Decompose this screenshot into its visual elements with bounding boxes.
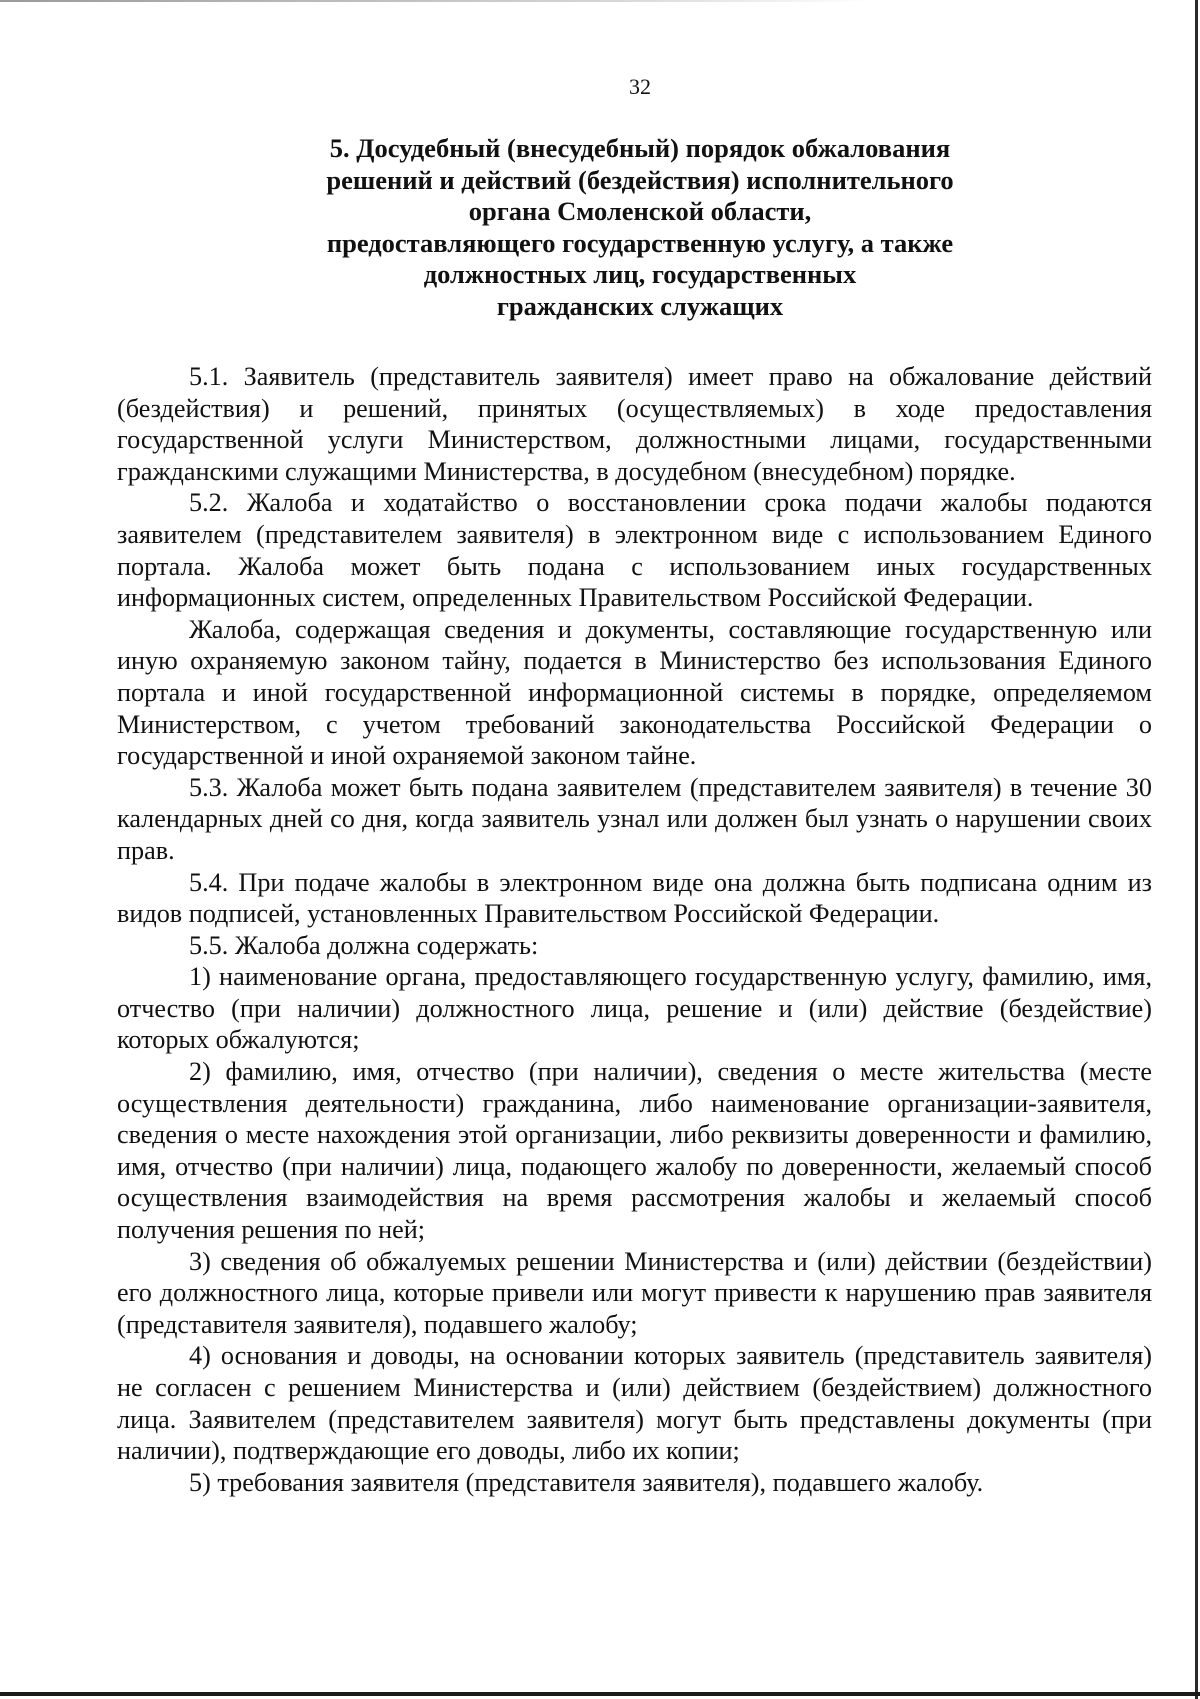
paragraph-5-2-secret: Жалоба, содержащая сведения и документы, составляющие государственную или иную охраняемую законом тайну, подается в Министерство без использования Единого портала и иной государственной информационной системы в порядке, определяемом Министерством, с учетом требований законодательства Российской Федерации о государственной и иной охраняемой законом тайне. <box>117 614 1152 771</box>
page-number: 32 <box>629 74 651 99</box>
scan-edge-bottom <box>0 1692 1200 1696</box>
heading-line: предоставляющего государственную услугу, а также <box>326 227 954 258</box>
paragraph-5-3: 5.3. Жалоба может быть подана заявителем (представителем заявителя) в течение 30 календарных дней со дня, когда заявитель узнал или должен был узнать о нарушении своих прав. <box>117 772 1152 865</box>
list-item-1: 1) наименование органа, предоставляющего государственную услугу, фамилию, имя, отчество (при наличии) должностного лица, решение и (или) действие (бездействие) которых обжалуются; <box>117 962 1152 1055</box>
heading-line: гражданских служащих <box>496 290 784 321</box>
paragraph-5-4: 5.4. При подаче жалобы в электронном виде она должна быть подписана одним из видов подписей, установленных Правительством Российской Федерации. <box>117 867 1152 929</box>
list-item-4: 4) основания и доводы, на основании которых заявитель (представитель заявителя) не согласен с решением Министерства и (или) действием (бездействием) должностного лица. Заявителем (представителем заявителя) могут быть представлены документы (при наличии), подтверждающие его доводы, либо их копии; <box>117 1341 1152 1466</box>
heading-line: должностных лиц, государственных <box>423 259 857 290</box>
scan-edge-right <box>1195 0 1198 1699</box>
document-body <box>117 361 1152 1498</box>
section-heading <box>200 133 1080 323</box>
paragraph-5-5: 5.5. Жалоба должна содержать: <box>189 930 539 960</box>
list-item-2: 2) фамилию, имя, отчество (при наличии), сведения о месте жительства (месте осуществления деятельности) гражданина, либо наименование организации-заявителя, сведения о месте нахождения этой организации, либо реквизиты доверенности и фамилию, имя, отчество (при наличии) лица, подающего жалобу по доверенности, желаемый способ осуществления взаимодействия на время рассмотрения жалобы и желаемый способ получения решения по ней; <box>117 1057 1152 1245</box>
paragraph-5-2: 5.2. Жалоба и ходатайство о восстановлении срока подачи жалобы подаются заявителем (представителем заявителя) в электронном виде с использованием Единого портала. Жалоба может быть подана с использованием иных государственных информационных систем, определенных Правительством Российской Федерации. <box>117 488 1152 613</box>
heading-line: органа Смоленской области, <box>468 196 812 227</box>
scan-edge-top <box>0 0 870 2</box>
heading-line: 5. Досудебный (внесудебный) порядок обжалования <box>329 133 951 163</box>
list-item-3: 3) сведения об обжалуемых решении Министерства и (или) действии (бездействии) его должностного лица, которые привели или могут привести к нарушению прав заявителя (представителя заявителя), подавшего жалобу; <box>117 1246 1152 1339</box>
heading-line: решений и действий (бездействия) исполнительного <box>326 164 954 195</box>
paragraph-5-1: 5.1. Заявитель (представитель заявителя) имеет право на обжалование действий (бездействия) и решений, принятых (осуществляемых) в ходе предоставления государственной услуги Министерством, должностными лицами, государственными гражданскими служащими Министерства, в досудебном (внесудебном) порядке. <box>117 362 1152 486</box>
list-item-5: 5) требования заявителя (представителя заявителя), подавшего жалобу. <box>189 1467 984 1497</box>
